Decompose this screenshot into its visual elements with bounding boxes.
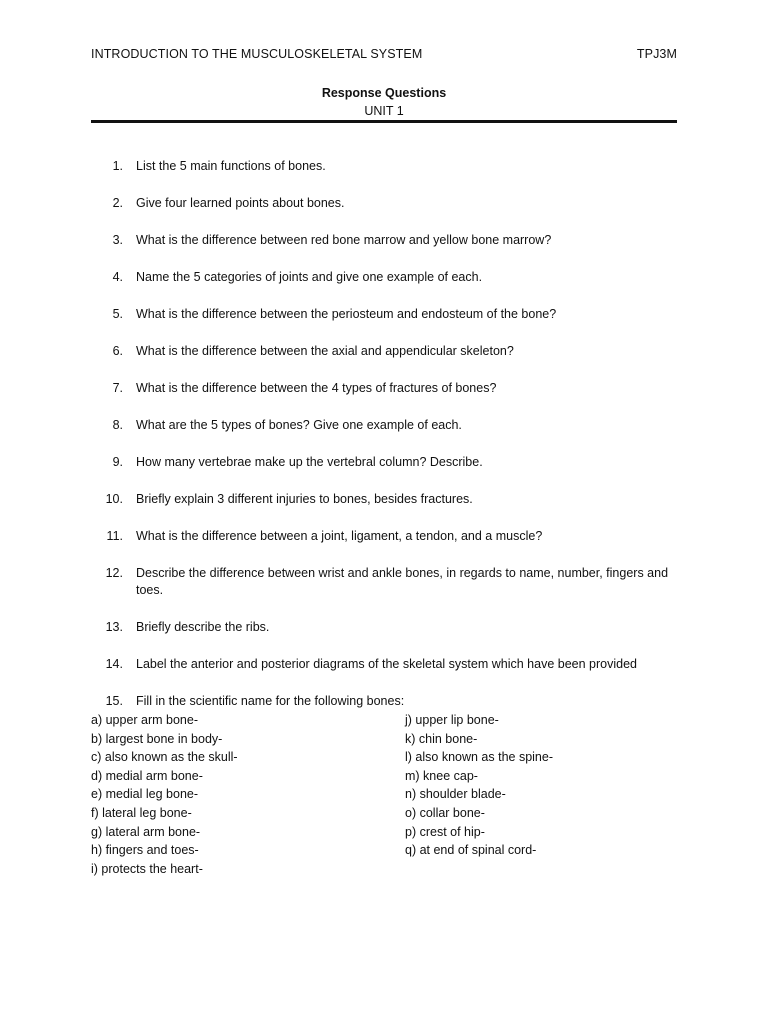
question-number: 10. <box>105 492 123 506</box>
question-item <box>91 343 681 360</box>
question-number: 11. <box>106 529 123 543</box>
question-number: 5. <box>112 307 123 321</box>
question-text: What are the 5 types of bones? Give one example of each. <box>136 418 462 432</box>
question-item <box>91 232 681 249</box>
question-item <box>91 158 681 175</box>
question-item <box>91 565 681 599</box>
question-number: 9. <box>112 455 123 469</box>
question-list <box>91 158 681 730</box>
question-text: Fill in the scientific name for the following bones: <box>136 694 405 708</box>
question-item <box>91 195 681 212</box>
question-item <box>91 528 681 545</box>
question-number: 13. <box>105 620 123 634</box>
question-text: What is the difference between red bone marrow and yellow bone marrow? <box>136 233 552 247</box>
fill-in-item: p) crest of hip- <box>405 824 485 839</box>
question-number: 12. <box>105 566 123 580</box>
question-number: 2. <box>112 196 123 210</box>
fill-in-item: g) lateral arm bone- <box>91 824 201 839</box>
question-text: Name the 5 categories of joints and give one example of each. <box>136 270 483 284</box>
course-code: TPJ3M <box>636 47 677 61</box>
fill-in-item: f) lateral leg bone- <box>91 805 192 820</box>
fill-in-item: n) shoulder blade- <box>405 787 506 802</box>
fill-in-item: m) knee cap- <box>405 768 478 783</box>
fill-in-item: a) upper arm bone- <box>91 713 199 727</box>
question-item <box>91 269 681 286</box>
question-item <box>91 454 681 471</box>
question-number: 1. <box>112 159 123 173</box>
question-text: What is the difference between a joint, ligament, a tendon, and a muscle? <box>136 529 543 543</box>
page-title: Response Questions <box>321 86 447 100</box>
question-number: 7. <box>112 381 123 395</box>
fill-in-column-right <box>405 711 677 878</box>
fill-in-item: c) also known as the skull- <box>91 750 238 765</box>
question-text: What is the difference between the periosteum and endosteum of the bone? <box>136 307 557 321</box>
fill-in-item: l) also known as the spine- <box>405 750 553 765</box>
question-text: Briefly describe the ribs. <box>136 620 270 634</box>
fill-in-item: j) upper lip bone- <box>405 713 499 727</box>
question-text: How many vertebrae make up the vertebral column? Describe. <box>136 455 483 469</box>
fill-in-item: b) largest bone in body- <box>91 731 223 746</box>
question-number: 14. <box>105 657 123 671</box>
question-number: 3. <box>112 233 123 247</box>
fill-in-item: i) protects the heart- <box>91 861 203 876</box>
question-item <box>91 491 681 508</box>
question-number: 15. <box>105 694 123 708</box>
question-text: Label the anterior and posterior diagrams of the skeletal system which have been provided <box>136 657 637 671</box>
fill-in-item: k) chin bone- <box>405 731 478 746</box>
question-text: List the 5 main functions of bones. <box>136 159 326 173</box>
course-title: INTRODUCTION TO THE MUSCULOSKELETAL SYSTEM <box>91 47 423 61</box>
fill-in-item: q) at end of spinal cord- <box>405 843 537 858</box>
question-item <box>91 417 681 434</box>
unit-label: UNIT 1 <box>364 104 404 118</box>
fill-in-item: d) medial arm bone- <box>91 768 203 783</box>
question-item <box>91 380 681 397</box>
question-text: What is the difference between the axial and appendicular skeleton? <box>136 344 514 358</box>
question-text: Briefly explain 3 different injuries to bones, besides fractures. <box>136 492 473 506</box>
question-item <box>91 656 681 673</box>
fill-in-list <box>91 711 677 878</box>
question-number: 6. <box>112 344 123 358</box>
title-block <box>91 84 677 120</box>
question-item <box>91 693 681 710</box>
question-text: What is the difference between the 4 types of fractures of bones? <box>136 381 497 395</box>
fill-in-item: e) medial leg bone- <box>91 787 199 802</box>
question-item <box>91 306 681 323</box>
question-number: 4. <box>112 270 123 284</box>
question-text: Describe the difference between wrist and ankle bones, in regards to name, number, fingers and toes. <box>136 566 669 597</box>
title-divider <box>91 120 677 123</box>
question-item <box>91 619 681 636</box>
question-text: Give four learned points about bones. <box>136 196 345 210</box>
fill-in-item: o) collar bone- <box>405 805 485 820</box>
question-number: 8. <box>112 418 123 432</box>
page-header <box>91 47 677 61</box>
fill-in-column-left <box>91 711 405 878</box>
fill-in-item: h) fingers and toes- <box>91 843 199 858</box>
